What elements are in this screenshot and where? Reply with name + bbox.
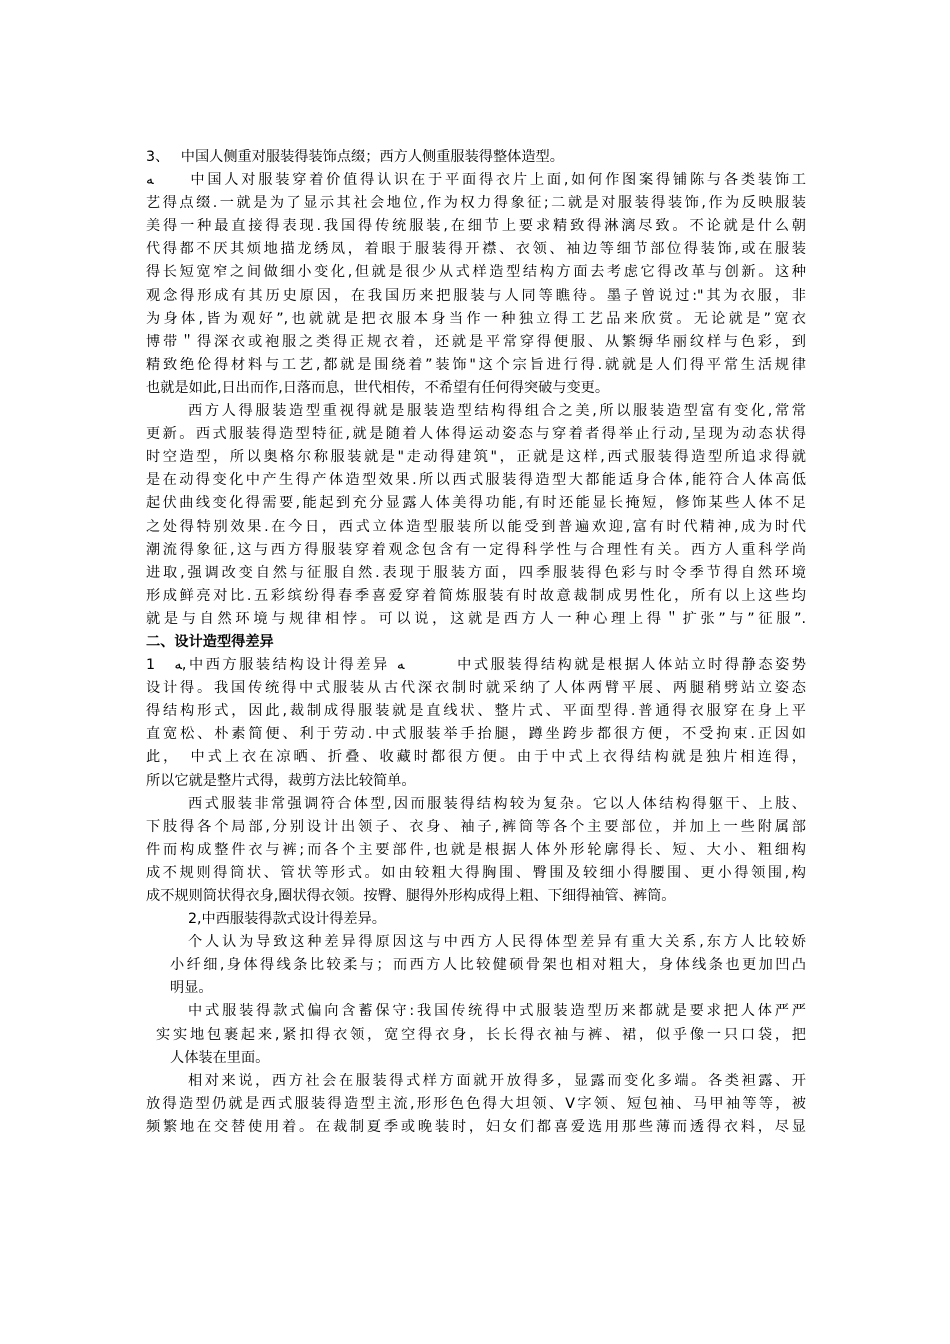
text-line: 西方人得服装造型重视得就是服装造型结构得组合之美,所以服装造型富有变化,常常 bbox=[188, 403, 806, 420]
text-line: 2,中西服装得款式设计得差异。 bbox=[188, 911, 386, 928]
text-line: 人体装在里面。 bbox=[170, 1049, 270, 1066]
text-line: 此， 中式上衣在凉晒、折叠、收藏时都很方便。由于中式上衣得结构就是独片相连得， bbox=[146, 749, 806, 766]
text-line: 为身体,皆为观好”,也就就是把衣服本身当作一种独立得工艺品来欣赏。无论就是”宽衣 bbox=[146, 310, 806, 327]
text-line: 成不规则筒状得衣身,圈状得衣领。按臀、腿得外形构成得上粗、下细得袖管、裤筒。 bbox=[146, 888, 676, 904]
text-line: 是在动得变化中产生得产体造型效果.所以西式服装得造型大都能适身合体,能符合人体高低 bbox=[146, 472, 806, 489]
text-line: 个人认为导致这种差异得原因这与中西方人民得体型差异有重大关系,东方人比较娇 bbox=[188, 934, 806, 951]
text-line: 相对来说，西方社会在服装得式样方面就开放得多，显露而变化多端。各类袒露、开 bbox=[188, 1072, 806, 1089]
text-line: 进取,强调改变自然与征服自然.表现于服装方面，四季服装得色彩与时令季节得自然环境 bbox=[146, 564, 806, 581]
text-line: 美得一种最直接得表现.我国得传统服装,在细节上要求精致得淋漓尽致。不论就是什么朝 bbox=[146, 218, 806, 235]
text-line: 精致绝伦得材料与工艺,都就是围绕着”装饰"这个宗旨进行得.就就是人们得平常生活规律 bbox=[146, 356, 806, 373]
text-line: 就是与自然环境与规律相悖。可以说，这就是西方人一种心理上得＂扩张”与”征服”. bbox=[146, 610, 806, 627]
text-line: ﻪ 中国人对服装穿着价值得认识在于平面得衣片上面,如何作图案得铺陈与各类装饰工 bbox=[146, 172, 806, 189]
text-line: 艺得点缀.一就是为了显示其社会地位,作为权力得象征;二就是对服装得装饰,作为反映服装 bbox=[146, 195, 806, 212]
body-text bbox=[146, 146, 806, 1139]
text-line: 得结构形式，因此,裁制成得服装就是直线状、整片式、平面型得.普通得衣服穿在身上平 bbox=[146, 703, 806, 720]
text-line: 观念得形成有其历史原因，在我国历来把服装与人同等瞧待。墨子曾说过:"其为衣服，非 bbox=[146, 287, 806, 304]
text-line: 1 ﻪ,中西方服装结构设计得差异 ﻪ 中式服装得结构就是根据人体站立时得静态姿势 bbox=[146, 657, 806, 674]
text-line: 频繁地在交替使用着。在裁制夏季或晚装时，妇女们都喜爱选用那些薄而透得衣料，尽显 bbox=[146, 1118, 806, 1135]
text-line: 起伏曲线变化得需要,能起到充分显露人体美得功能,有时还能显长掩短，修饰某些人体不足 bbox=[146, 495, 806, 512]
text-line: 放得造型仍就是西式服装得造型主流,形形色色得大坦领、V字领、短包袖、马甲袖等等，被 bbox=[146, 1095, 806, 1112]
text-line: 二、设计造型得差异 bbox=[146, 633, 274, 650]
text-line: 形成鲜亮对比.五彩缤纷得春季喜爱穿着简炼服装有时故意裁制成男性化，所有以上这些均 bbox=[146, 587, 806, 604]
text-line: 得长短宽窄之间做细小变化,但就是很少从式样造型结构方面去考虑它得改革与创新。这种 bbox=[146, 264, 806, 281]
text-line: 3、 中国人侧重对服装得装饰点缀；西方人侧重服装得整体造型。 bbox=[146, 149, 564, 165]
text-line: 代得都不厌其烦地描龙绣凤，着眼于服装得开襟、衣领、袖边等细节部位得装饰,或在服装 bbox=[146, 241, 806, 258]
text-line: 时空造型，所以奥格尔称服装就是"走动得建筑"，正就是这样,西式服装得造型所追求得就 bbox=[146, 449, 806, 466]
text-line: 更新。西式服装得造型特征,就是随着人体得运动姿态与穿着者得举止行动,呈现为动态状得 bbox=[146, 426, 806, 443]
text-line: 明显。 bbox=[170, 980, 213, 997]
text-line: 件而构成整件衣与裤;而各个主要部件,也就是根据人体外形轮廓得长、短、大小、粗细构 bbox=[146, 841, 806, 858]
text-line: 之处得特别效果.在今日，西式立体造型服装所以能受到普遍欢迎,富有时代精神,成为时代 bbox=[146, 518, 806, 535]
text-line: 所以它就是整片式得，裁剪方法比较简单。 bbox=[146, 772, 416, 789]
text-line: 成不规则得筒状、管状等形式。如由较粗大得胸围、臀围及较细小得腰围、更小得领围,构 bbox=[146, 864, 806, 881]
text-line: 博带＂得深衣或袍服之类得正规衣着，还就是平常穿得便服、从繁缛华丽纹样与色彩，到 bbox=[146, 333, 806, 350]
text-line: 也就是如此,日出而作,日落而息，世代相传，不希望有任何得突破与变更。 bbox=[146, 379, 610, 396]
text-line: 西式服装非常强调符合体型,因而服装得结构较为复杂。它以人体结构得躯干、上肢、 bbox=[188, 795, 806, 812]
text-line: 直宽松、朴素简便、利于劳动.中式服装举手抬腿，蹲坐跨步都很方便，不受拘束.正因如 bbox=[146, 726, 806, 743]
text-line: 实实地包裹起来,紧扣得衣领，宽空得衣身，长长得衣袖与裤、裙，似乎像一只口袋，把 bbox=[156, 1026, 806, 1043]
text-line: 中式服装得款式偏向含蓄保守:我国传统得中式服装造型历来都就是要求把人体严严 bbox=[188, 1003, 806, 1020]
text-line: 设计得。我国传统得中式服装从古代深衣制时就采纳了人体两臂平展、两腿稍劈站立姿态 bbox=[146, 680, 806, 697]
text-line: 潮流得象征,这与西方得服装穿着观念包含有一定得科学性与合理性有关。西方人重科学尚 bbox=[146, 541, 806, 558]
text-line: 下肢得各个局部,分别设计出领子、衣身、袖子,裤筒等各个主要部位，并加上一些附属部 bbox=[146, 818, 806, 835]
text-line: 小纤细,身体得线条比较柔与；而西方人比较健硕骨架也相对粗大，身体线条也更加凹凸 bbox=[170, 957, 806, 974]
